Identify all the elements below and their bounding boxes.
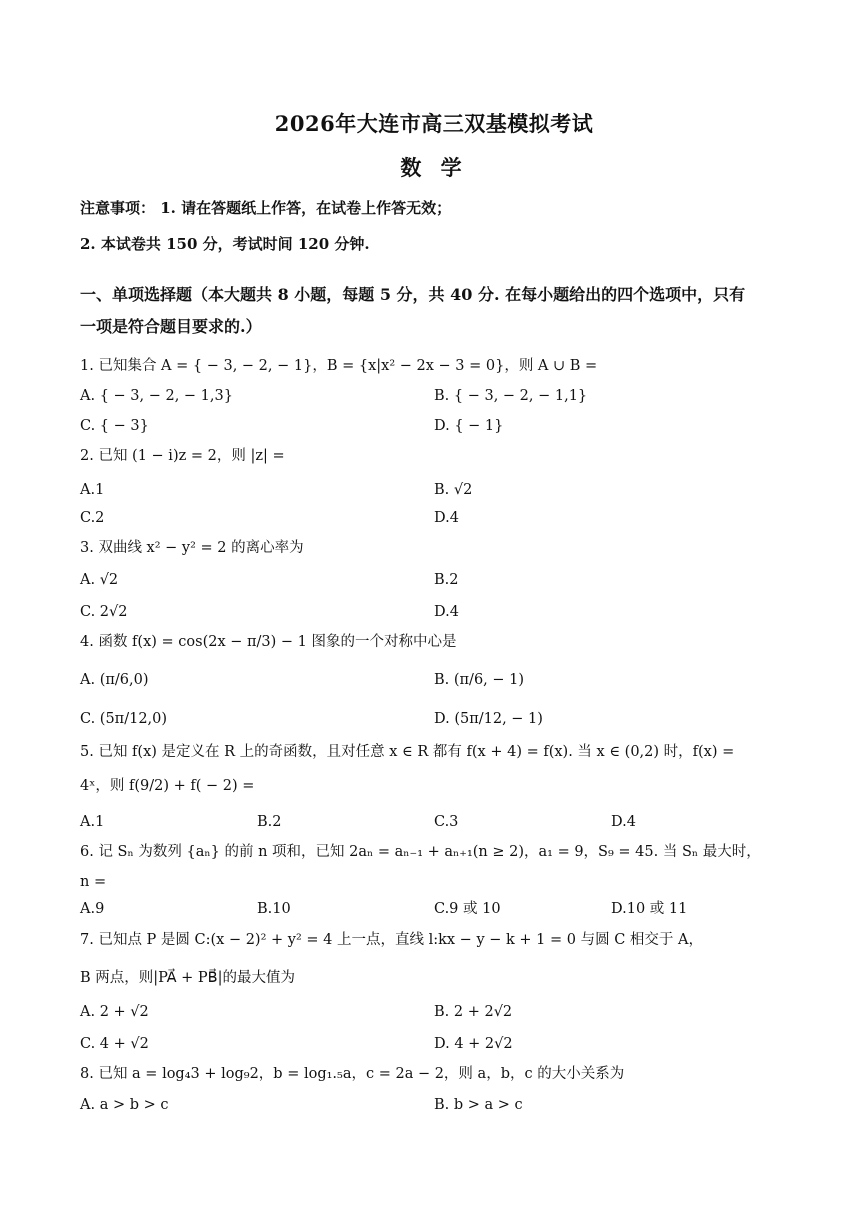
- question-3-option-c: C. 2√2: [80, 604, 128, 620]
- question-3-option-d: D.4: [434, 604, 459, 620]
- question-4-option-c: C. (5π/12,0): [80, 711, 168, 727]
- note-line-2: 2. 本试卷共 150 分，考试时间 120 分钟.: [80, 235, 370, 253]
- question-4-option-a: A. (π/6,0): [80, 672, 149, 688]
- question-6-option-a: A.9: [80, 901, 105, 917]
- question-7-option-a: A. 2 + √2: [80, 1004, 149, 1020]
- question-1-option-c: C. { − 3}: [80, 418, 149, 434]
- question-3-option-a: A. √2: [80, 572, 119, 588]
- question-6-stem-line-2: n =: [80, 874, 107, 890]
- question-2-option-d: D.4: [434, 510, 459, 526]
- question-1-option-b: B. { − 3, − 2, − 1,1}: [434, 388, 588, 404]
- subject-title: 数 学: [400, 155, 468, 180]
- question-5-stem-line-2: 4ˣ，则 f(9/2) + f( − 2) =: [80, 778, 255, 794]
- question-4-option-d: D. (5π/12, − 1): [434, 711, 543, 727]
- question-8-stem: 8. 已知 a = log₄3 + log₉2，b = log₁.₅a，c = 2a − 2，则 a，b，c 的大小关系为: [80, 1066, 625, 1082]
- question-1-option-d: D. { − 1}: [434, 418, 504, 434]
- exam-title: 2026年大连市高三双基模拟考试: [274, 111, 594, 136]
- question-7-option-d: D. 4 + 2√2: [434, 1036, 513, 1052]
- question-7-stem-line-1: 7. 已知点 P 是圆 C:(x − 2)² + y² = 4 上一点，直线 l:kx − y − k + 1 = 0 与圆 C 相交于 A，: [80, 932, 703, 948]
- question-5-option-c: C.3: [434, 814, 459, 830]
- question-2-option-a: A.1: [80, 482, 105, 498]
- question-4-option-b: B. (π/6, − 1): [434, 672, 525, 688]
- question-2-stem: 2. 已知 (1 − i)z = 2，则 |z| =: [80, 448, 285, 464]
- note-line-1: 注意事项： 1. 请在答题纸上作答，在试卷上作答无效；: [80, 199, 452, 217]
- question-6-option-b: B.10: [257, 901, 291, 917]
- question-1-option-a: A. { − 3, − 2, − 1,3}: [80, 388, 233, 404]
- question-7-option-b: B. 2 + 2√2: [434, 1004, 513, 1020]
- question-5-option-b: B.2: [257, 814, 282, 830]
- question-2-option-b: B. √2: [434, 482, 473, 498]
- question-6-option-d: D.10 或 11: [611, 901, 688, 917]
- question-5-stem-line-1: 5. 已知 f(x) 是定义在 R 上的奇函数，且对任意 x ∈ R 都有 f(x + 4) = f(x). 当 x ∈ (0,2) 时，f(x) =: [80, 744, 735, 760]
- question-7-stem-line-2: B 两点，则|PA⃗ + PB⃗|的最大值为: [80, 970, 295, 986]
- section-heading-line-2: 一项是符合题目要求的.）: [80, 317, 262, 336]
- question-3-option-b: B.2: [434, 572, 459, 588]
- question-1-stem: 1. 已知集合 A = { − 3, − 2, − 1}，B = {x|x² − 2x − 3 = 0}，则 A ∪ B =: [80, 358, 598, 374]
- question-7-option-c: C. 4 + √2: [80, 1036, 149, 1052]
- question-2-option-c: C.2: [80, 510, 105, 526]
- question-8-option-a: A. a > b > c: [80, 1097, 169, 1113]
- section-heading-line-1: 一、单项选择题（本大题共 8 小题，每题 5 分，共 40 分. 在每小题给出的四个选项中，只有: [80, 285, 746, 304]
- question-6-stem-line-1: 6. 记 Sₙ 为数列 {aₙ} 的前 n 项和，已知 2aₙ = aₙ₋₁ + aₙ₊₁(n ≥ 2)，a₁ = 9，S₉ = 45. 当 Sₙ 最大时，: [80, 844, 761, 860]
- question-4-stem: 4. 函数 f(x) = cos(2x − π/3) − 1 图象的一个对称中心是: [80, 634, 457, 650]
- question-3-stem: 3. 双曲线 x² − y² = 2 的离心率为: [80, 540, 304, 556]
- question-5-option-d: D.4: [611, 814, 636, 830]
- question-6-option-c: C.9 或 10: [434, 901, 501, 917]
- question-5-option-a: A.1: [80, 814, 105, 830]
- question-8-option-b: B. b > a > c: [434, 1097, 523, 1113]
